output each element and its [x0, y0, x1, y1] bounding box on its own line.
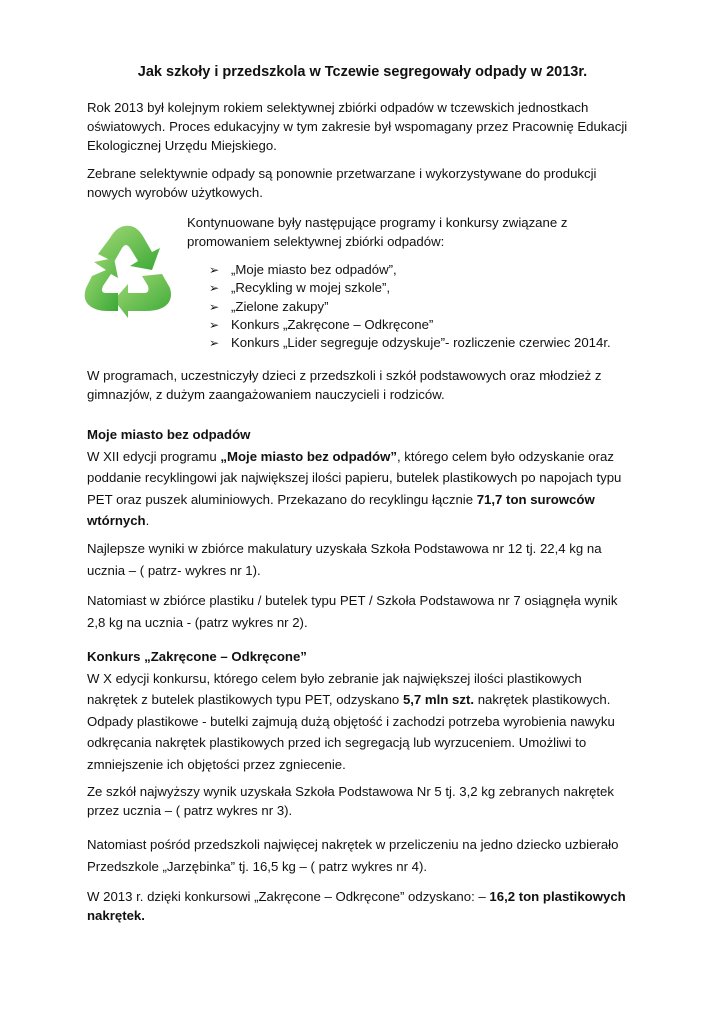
- text-line: Odpady plastikowe - butelki zajmują dużą objętość i zachodzi potrzeba wyrobienia nawyku: [87, 713, 615, 729]
- paragraph-participants: [87, 366, 647, 404]
- list-item: ➢ Konkurs „Zakręcone – Odkręcone”: [209, 316, 611, 334]
- text-line: nakrętek.: [87, 908, 145, 923]
- text-line: przez ucznia – ( patrz wykres nr 3).: [87, 803, 293, 818]
- text-line: nowych wyrobów użytkowych.: [87, 185, 263, 200]
- list-item: ➢ Konkurs „Lider segreguje odzyskuje”- rozliczenie czerwiec 2014r.: [209, 334, 611, 352]
- recycle-icon: [78, 218, 178, 318]
- section-heading: Moje miasto bez odpadów: [87, 427, 251, 442]
- text-line: Natomiast pośród przedszkoli najwięcej nakrętek w przeliczeniu na jedno dziecko uzbierało: [87, 837, 619, 852]
- text-line: Ze szkół najwyższy wynik uzyskała Szkoła Podstawowa Nr 5 tj. 3,2 kg zebranych nakrętek: [87, 784, 614, 799]
- text-line: wtórnych.: [87, 513, 150, 528]
- text-line: PET oraz puszek aluminiowych. Przekazano do recyklingu łącznie 71,7 ton surowców: [87, 491, 595, 507]
- text-line: ucznia – ( patrz- wykres nr 1).: [87, 562, 261, 578]
- list-item: ➢ „Moje miasto bez odpadów”,: [209, 261, 611, 279]
- programs-intro: [187, 213, 627, 251]
- arrow-bullet-icon: ➢: [209, 336, 220, 351]
- paragraph-makulatura: [87, 538, 647, 581]
- paragraph-recycling: [87, 164, 647, 202]
- paragraph-summary: [87, 887, 647, 925]
- text-line: Przedszkole „Jarzębinka” tj. 16,5 kg – ( patrz wykres nr 4).: [87, 859, 428, 874]
- section-moje-miasto: [87, 424, 647, 532]
- programs-list: [209, 261, 611, 352]
- text-line: Natomiast w zbiórce plastiku / butelek typu PET / Szkoła Podstawowa nr 7 osiągnęła wynik: [87, 593, 618, 608]
- arrow-bullet-icon: ➢: [209, 263, 220, 277]
- text-line: W X edycji konkursu, którego celem było zebranie jak największej ilości plastikowych: [87, 670, 582, 686]
- section-heading: Konkurs „Zakręcone – Odkręcone”: [87, 649, 307, 664]
- text-line: Rok 2013 był kolejnym rokiem selektywnej zbiórki odpadów w tczewskich jednostkach: [87, 100, 589, 115]
- paragraph-szkoly: [87, 782, 647, 820]
- list-item: ➢ „Recykling w mojej szkole”,: [209, 279, 611, 297]
- section-zakrecone: [87, 646, 647, 775]
- page-title: Jak szkoły i przedszkola w Tczewie segregowały odpady w 2013r.: [137, 64, 588, 80]
- text-line: zmniejszenie ich objętości przez zgniecenie.: [87, 756, 346, 772]
- text-line: poddanie recyklingowi jak największej ilości papieru, butelek plastikowych po napojach typu: [87, 470, 622, 485]
- text-line: Kontynuowane były następujące programy i konkursy związane z: [187, 215, 568, 230]
- text-line: oświatowych. Proces edukacyjny w tym zakresie był wspomagany przez Pracownię Edukacji: [87, 119, 628, 134]
- paragraph-przedszkola: [87, 834, 647, 878]
- text-line: Zebrane selektywnie odpady są ponownie przetwarzane i wykorzystywane do produkcji: [87, 166, 597, 181]
- text-line: 2,8 kg na ucznia - (patrz wykres nr 2).: [87, 614, 308, 630]
- text-line: promowaniem selektywnej zbiórki odpadów:: [187, 234, 445, 249]
- text-line: Ekologicznej Urzędu Miejskiego.: [87, 138, 277, 153]
- text-line: Najlepsze wyniki w zbiórce makulatury uzyskała Szkoła Podstawowa nr 12 tj. 22,4 kg na: [87, 541, 602, 556]
- text-line: gimnazjów, z dużym zaangażowaniem nauczycieli i rodziców.: [87, 387, 445, 402]
- text-line: W XII edycji programu „Moje miasto bez odpadów”, którego celem było odzyskanie oraz: [87, 448, 614, 464]
- text-line: W programach, uczestniczyły dzieci z przedszkoli i szkół podstawowych oraz młodzież z: [87, 368, 602, 383]
- text-line: odkręcania nakrętek plastikowych przed ich segregacją lub wyrzuceniem. Umożliwi to: [87, 735, 587, 750]
- text-line: nakrętek z butelek plastikowych typu PET, odzyskano 5,7 mln szt. nakrętek plastikowych.: [87, 692, 611, 707]
- paragraph-plastik: [87, 590, 647, 633]
- paragraph-intro: [87, 98, 647, 155]
- text-line: W 2013 r. dzięki konkursowi „Zakręcone – Odkręcone” odzyskano: – 16,2 ton plastikowych: [87, 889, 626, 904]
- arrow-bullet-icon: ➢: [209, 317, 220, 332]
- list-item: ➢ „Zielone zakupy”: [209, 298, 611, 316]
- arrow-bullet-icon: ➢: [209, 281, 220, 296]
- arrow-bullet-icon: ➢: [209, 299, 220, 314]
